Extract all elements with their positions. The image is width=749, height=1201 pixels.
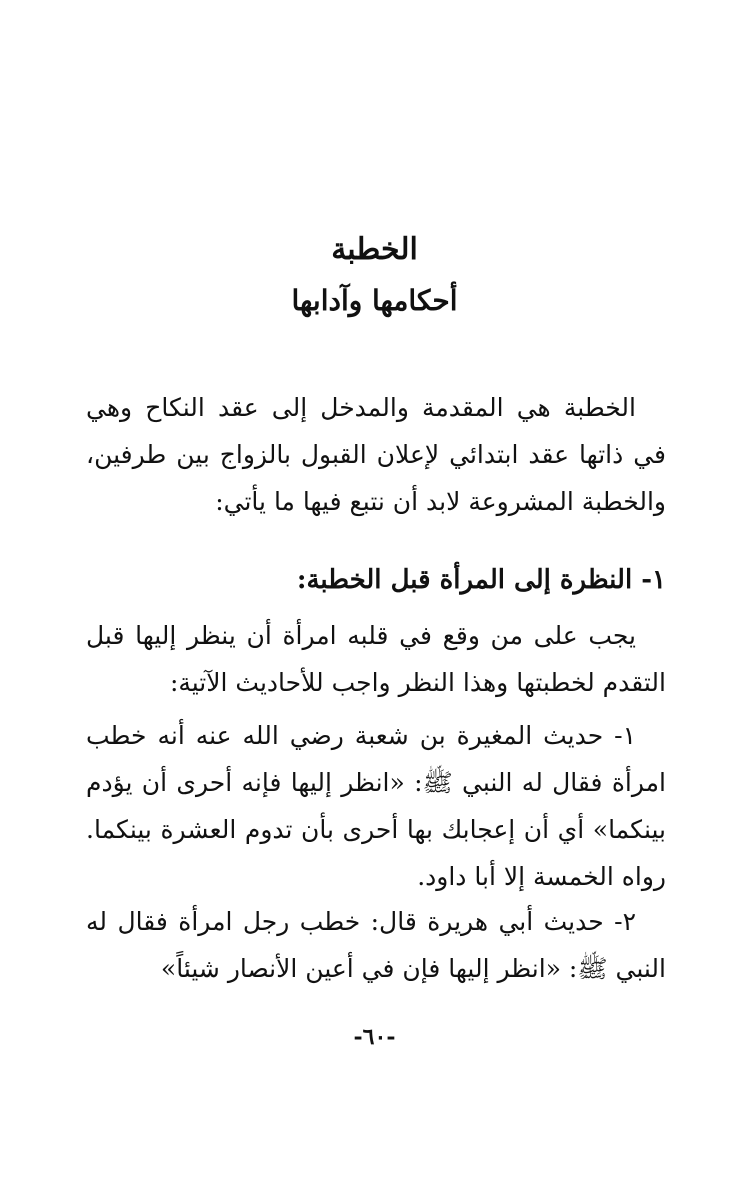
section-heading: ١- النظرة إلى المرأة قبل الخطبة: [296,565,666,595]
hadith-paragraph-2: ٢- حديث أبي هريرة قال: خطب رجل امرأة فقال له النبي ﷺ: «انظر إليها فإن في أعين الأنصار شيئاً» [86,907,666,983]
page-subtitle: أحكامها وآدابها [291,284,458,317]
hadith-paragraph-1: ١- حديث المغيرة بن شعبة رضي الله عنه أنه خطب امرأة فقال له النبي ﷺ: «انظر إليها فإنه أحرى أن يؤدم بينكما» أي أن إعجابك بها أحرى بأن تدوم العشرة بينكما. رواه الخمسة إلا أبا داود. [86,721,666,891]
page-number: -٦٠- [353,1024,396,1050]
intro-paragraph: الخطبة هي المقدمة والمدخل إلى عقد النكاح وهي في ذاتها عقد ابتدائي لإعلان القبول بالزواج بين طرفين، والخطبة المشروعة لابد أن نتبع فيها ما يأتي: [86,393,666,516]
section-paragraph: يجب على من وقع في قلبه امرأة أن ينظر إليها قبل التقدم لخطبتها وهذا النظر واجب للأحاديث الآتية: [86,621,666,697]
page-title: الخطبة [331,232,418,267]
